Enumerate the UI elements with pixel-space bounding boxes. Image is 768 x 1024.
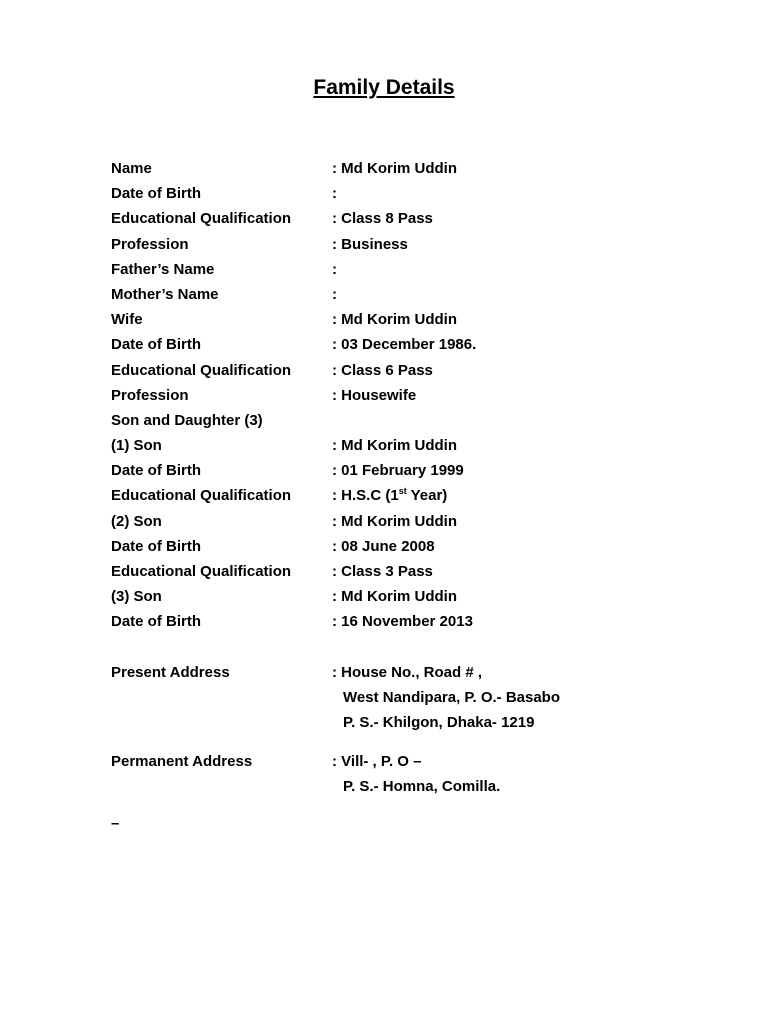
row-value: : <box>332 185 337 203</box>
row-label: (3) Son <box>111 588 162 606</box>
detail-row <box>111 156 711 181</box>
row-label: Educational Qualification <box>111 487 292 505</box>
detail-row <box>111 609 711 634</box>
detail-row <box>111 584 711 609</box>
row-value: : Business <box>332 235 408 253</box>
detail-row <box>111 559 711 584</box>
row-value: : 03 December 1986. <box>332 336 477 354</box>
detail-row <box>111 534 711 559</box>
permanent-address-line-1: : Vill- , P. O – <box>332 753 422 770</box>
detail-row <box>111 332 711 357</box>
row-label: Profession <box>111 235 189 253</box>
row-label: Educational Qualification <box>111 210 292 228</box>
row-value: : Md Korim Uddin <box>332 512 457 530</box>
row-value: : Md Korim Uddin <box>332 588 457 606</box>
row-value: : Md Korim Uddin <box>332 311 457 329</box>
detail-row <box>111 232 711 257</box>
detail-row <box>111 509 711 534</box>
row-value: : <box>332 260 337 278</box>
row-label: Date of Birth <box>111 613 201 631</box>
detail-row <box>111 307 711 332</box>
row-value <box>332 483 447 508</box>
row-label: Father’s Name <box>111 260 215 278</box>
permanent-address-label: Permanent Address <box>111 753 253 770</box>
row-value: : Class 3 Pass <box>332 563 433 580</box>
detail-row <box>111 433 711 458</box>
row-label: Date of Birth <box>111 537 201 555</box>
row-value: : <box>332 285 337 303</box>
detail-row <box>111 483 711 508</box>
detail-row <box>111 383 711 408</box>
row-value: : Class 6 Pass <box>332 361 433 379</box>
row-value: : Housewife <box>332 386 417 404</box>
detail-row <box>111 358 711 383</box>
row-label: Profession <box>111 386 189 404</box>
row-value: : 01 February 1999 <box>332 462 464 480</box>
page-title: Family Details <box>313 76 455 99</box>
row-value-text: : H.S.C (1 <box>332 487 399 505</box>
detail-row <box>111 257 711 282</box>
present-address-label: Present Address <box>111 664 230 681</box>
row-label: (2) Son <box>111 512 162 530</box>
present-address-line-1: : House No., Road # , <box>332 664 483 681</box>
row-label: Mother’s Name <box>111 285 219 303</box>
row-value: : 08 June 2008 <box>332 537 435 555</box>
row-label: Date of Birth <box>111 185 201 203</box>
trailing-dash: – <box>111 815 120 832</box>
row-value-text: Year) <box>406 487 448 505</box>
row-label: Educational Qualification <box>111 361 292 379</box>
row-label: Date of Birth <box>111 462 201 480</box>
detail-row <box>111 181 711 206</box>
row-value: : Class 8 Pass <box>332 210 433 228</box>
row-label: Son and Daughter (3) <box>111 411 263 429</box>
row-value: : Md Korim Uddin <box>332 160 457 177</box>
details-list <box>111 156 711 635</box>
detail-row <box>111 408 711 433</box>
detail-row <box>111 206 711 231</box>
ordinal-suffix: st <box>398 486 407 497</box>
row-label: Date of Birth <box>111 336 201 354</box>
detail-row <box>111 282 711 307</box>
present-address-line-2: West Nandipara, P. O.- Basabo <box>343 689 561 706</box>
present-address-line-3: P. S.- Khilgon, Dhaka- 1219 <box>343 714 535 731</box>
row-label: (1) Son <box>111 437 162 455</box>
row-label: Educational Qualification <box>111 563 292 580</box>
permanent-address-line-2: P. S.- Homna, Comilla. <box>343 778 501 795</box>
row-label: Name <box>111 160 152 177</box>
row-value: : Md Korim Uddin <box>332 437 457 455</box>
row-label: Wife <box>111 311 143 329</box>
detail-row <box>111 458 711 483</box>
row-value: : 16 November 2013 <box>332 613 473 631</box>
